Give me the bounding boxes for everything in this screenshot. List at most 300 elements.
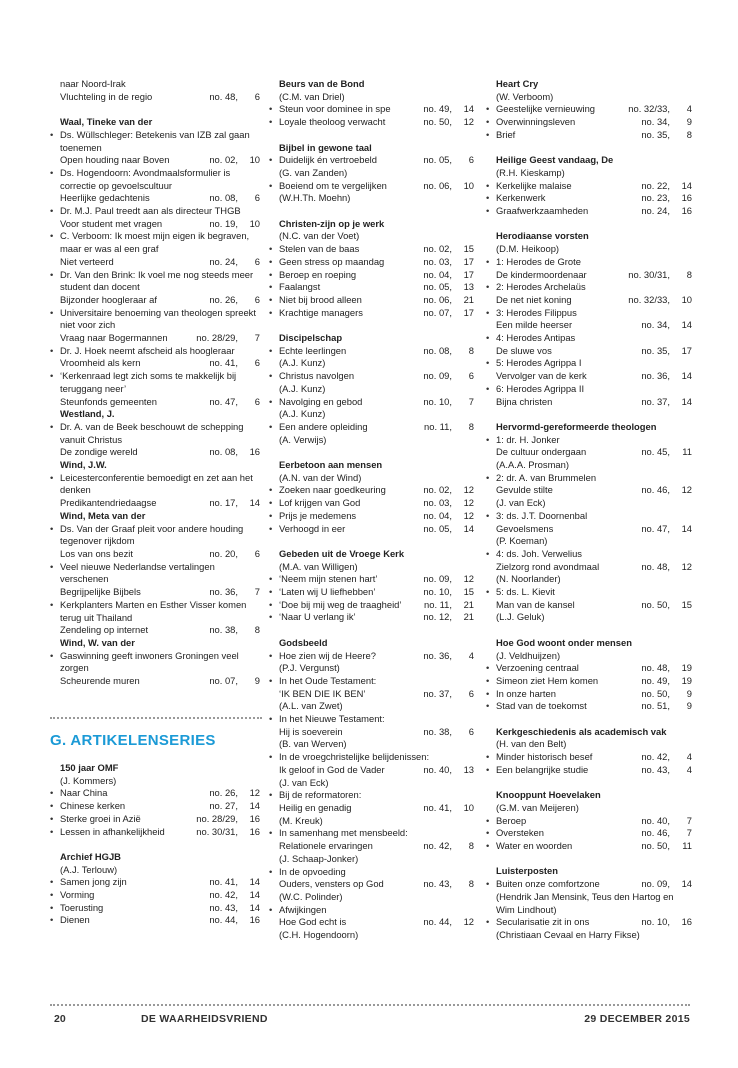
article-entry [269, 307, 474, 320]
series-heading: Hervormd-gereformeerde theologen [496, 420, 657, 432]
page-ref: 8 [686, 128, 692, 140]
entry-note [50, 129, 260, 154]
page-ref: 9 [686, 700, 692, 712]
issue-number: no. 10, [423, 586, 452, 598]
article-entry [486, 700, 692, 713]
entry-note [486, 497, 692, 510]
entry-title: Predikantendriedaagse [60, 497, 157, 509]
section-title: G. ARTIKELENSERIES [50, 732, 216, 749]
article-entry [50, 154, 260, 167]
entry-title: 2: Herodes Archelaüs [496, 281, 586, 293]
entry-title: ‘Kerkenraad legt zich soms te makkelijk bij teruggang neer’ [60, 370, 237, 394]
page-ref: 6 [254, 548, 260, 559]
entry-note [269, 675, 474, 688]
entry-title: • Kerkenwerk [496, 192, 546, 204]
entry-title: (A.J. Kunz) [279, 357, 326, 369]
article-entry [269, 243, 474, 256]
issue-number: no. 35, [641, 128, 670, 140]
article-entry [486, 192, 692, 205]
entry-title: • Water en woorden [496, 840, 573, 852]
article-entry [486, 599, 692, 612]
entry-note [486, 535, 692, 548]
entry-note [486, 434, 692, 447]
issue-number: no. 17, [209, 497, 238, 509]
article-entry [269, 256, 474, 269]
page-ref: 12 [249, 787, 260, 799]
page-ref: 13 [463, 763, 474, 775]
entry-title: 4: ds. Joh. Verwelius [496, 547, 582, 559]
article-entry [50, 91, 260, 104]
entry-title: • Een belangrijke studie [496, 763, 589, 775]
entry-title: (N.C. van der Voet) [279, 230, 360, 242]
entry-note [269, 891, 474, 904]
entry-title: • Lessen in afhankelijkheid [60, 825, 165, 837]
article-entry [486, 180, 692, 193]
entry-title: (J. van Eck) [279, 776, 329, 788]
article-entry [50, 800, 260, 813]
page-ref: 21 [463, 611, 474, 623]
page-ref: 14 [681, 319, 692, 331]
article-entry [50, 548, 260, 561]
issue-number: no. 49, [423, 103, 452, 115]
entry-title: (D.M. Heikoop) [496, 243, 560, 255]
page-ref: 9 [254, 675, 260, 687]
issue-number: no. 07, [209, 675, 238, 687]
entry-note [269, 853, 474, 866]
issue-number: no. 05, [423, 154, 452, 166]
series-heading: Godsbeeld [279, 636, 328, 648]
page-ref: 12 [463, 497, 474, 509]
entry-note [486, 548, 692, 561]
issue-number: no. 50, [423, 116, 452, 128]
entry-title: Zendeling op internet [60, 624, 149, 636]
spacer [486, 853, 692, 866]
issue-number: no. 24, [641, 205, 670, 217]
entry-note [269, 904, 474, 917]
issue-number: no. 41, [209, 357, 238, 369]
article-entry [50, 192, 260, 205]
issue-number: no. 49, [641, 674, 670, 686]
entry-title: (Hendrik Jan Mensink, Teus den Hartog en Wim Lindhout) [496, 890, 674, 915]
page-ref: 10 [249, 217, 260, 229]
entry-note [50, 775, 260, 788]
issue-number: no. 47, [209, 395, 238, 407]
page-ref: 12 [463, 509, 474, 521]
article-entry [486, 827, 692, 840]
entry-title: Gaswinning geeft inwoners Groningen veel zorgen [60, 649, 239, 674]
series-heading: Gebeden uit de Vroege Kerk [279, 547, 405, 559]
issue-number: no. 22, [641, 179, 670, 191]
page-ref: 16 [681, 205, 692, 217]
issue-date: 29 DECEMBER 2015 [584, 1013, 690, 1025]
entry-title: Ds. Hogendoorn: Avondmaalsformulier is correctie op gevoelscultuur [60, 166, 231, 191]
entry-note [269, 472, 474, 485]
article-entry [486, 675, 692, 688]
entry-title: Leicesterconferentie bemoedigt en zet aan het denken [60, 471, 253, 496]
entry-title: In het Nieuwe Testament: [279, 713, 385, 725]
issue-number: no. 06, [423, 293, 452, 305]
issue-number: no. 32/33, [628, 293, 670, 305]
entry-title: Heerlijke gedachtenis [60, 192, 150, 204]
issue-number: no. 20, [209, 548, 238, 559]
entry-note [269, 713, 474, 726]
entry-note [486, 510, 692, 523]
article-entry [269, 764, 474, 777]
entry-title: Kerkplanters Marten en Esther Visser komen terug uit Thailand [60, 598, 247, 623]
issue-number: no. 30/31, [196, 825, 238, 837]
entry-title: • Beroep [496, 814, 527, 826]
page-ref: 7 [254, 586, 260, 598]
entry-title: • Niet bij brood alleen [279, 293, 362, 305]
issue-number: no. 11, [424, 420, 452, 432]
issue-number: no. 26, [209, 787, 238, 799]
series-heading: Beurs van de Bond [279, 78, 365, 89]
series-heading: Wind, J.W. [60, 459, 107, 471]
entry-title: Universitaire benoeming van theologen spreekt niet voor zich [60, 306, 256, 331]
issue-number: no. 46, [641, 484, 670, 496]
page-ref: 14 [249, 497, 260, 509]
entry-title: Niet verteerd [60, 255, 114, 267]
article-entry [486, 370, 692, 383]
entry-note [50, 561, 260, 586]
entry-title: Heilig en genadig [279, 801, 352, 813]
issue-number: no. 09, [641, 878, 670, 890]
spacer [486, 142, 692, 155]
entry-note [486, 573, 692, 586]
entry-title: • Echte leerlingen [279, 344, 347, 356]
issue-number: no. 41, [209, 876, 238, 888]
page-ref: 10 [249, 154, 260, 166]
entry-title: 4: Herodes Antipas [496, 332, 576, 344]
article-entry [50, 902, 260, 915]
index-column-3 [486, 78, 692, 942]
entry-title: • Chinese kerken [60, 800, 126, 812]
page-ref: 15 [681, 598, 692, 610]
entry-title: De sluwe vos [496, 344, 552, 356]
issue-number: no. 02, [423, 484, 452, 496]
entry-title: Veel nieuwe Nederlandse vertalingen verschenen [60, 560, 215, 585]
page-ref: 6 [468, 725, 474, 737]
page-ref: 12 [463, 573, 474, 585]
series-heading: Kerkgeschiedenis als academisch vak [496, 725, 667, 737]
page-ref: 14 [249, 800, 260, 812]
article-entry [486, 840, 692, 853]
page-ref: 4 [686, 103, 692, 115]
article-entry [486, 294, 692, 307]
entry-title: Zielzorg rond avondmaal [496, 560, 600, 572]
entry-title: • Boeiend om te vergelijken [279, 179, 387, 191]
series-heading: Wind, Meta van der [60, 509, 146, 521]
entry-title: Vervolger van de kerk [496, 370, 587, 382]
article-entry [269, 523, 474, 536]
issue-number: no. 50, [641, 687, 670, 699]
article-entry [486, 269, 692, 282]
entry-title: Afwijkingen [279, 903, 327, 915]
entry-title: (P.J. Vergunst) [279, 662, 340, 674]
article-entry [50, 586, 260, 599]
entry-note [269, 929, 474, 942]
entry-title: • In onze harten [496, 687, 556, 699]
entry-note [269, 777, 474, 790]
page-ref: 4 [686, 763, 692, 775]
entry-title: Een milde heerser [496, 319, 573, 331]
article-entry [50, 813, 260, 826]
entry-note [50, 78, 260, 91]
entry-title: Relationele ervaringen [279, 840, 373, 852]
entry-title: (A.J. Kunz) [279, 408, 326, 420]
entry-note [269, 230, 474, 243]
issue-number: no. 08, [423, 344, 452, 356]
spacer [486, 713, 692, 726]
issue-number: no. 43, [209, 901, 238, 913]
entry-title: • Verzoening centraal [496, 662, 579, 674]
page-ref: 14 [463, 103, 474, 115]
entry-title: • Simeon ziet Hem komen [496, 674, 599, 686]
entry-title: • Overwinningsleven [496, 116, 576, 128]
entry-title: naar Noord-Irak [60, 78, 126, 89]
issue-number: no. 08, [209, 446, 238, 458]
article-entry [269, 116, 474, 129]
entry-title: Vluchteling in de regio [60, 90, 153, 102]
magazine-name: DE WAARHEIDSVRIEND [141, 1013, 268, 1025]
entry-title: • Beroep en roeping [279, 268, 357, 280]
entry-title: • Graafwerkzaamheden [496, 205, 589, 217]
entry-note [50, 864, 260, 877]
entry-title: • Naar China [60, 787, 108, 799]
entry-title: Hij is soeverein [279, 725, 343, 737]
page-ref: 8 [254, 624, 260, 636]
page-ref: 13 [463, 281, 474, 293]
article-entry [269, 688, 474, 701]
entry-title: Dr. A. van de Beek beschouwt de schepping vanuit Christus [60, 420, 244, 445]
index-column-2 [269, 78, 474, 942]
entry-title: (L.J. Geluk) [496, 611, 545, 623]
series-heading: Eerbetoon aan mensen [279, 459, 383, 471]
entry-note [269, 383, 474, 396]
entry-title: • Lof krijgen van God [279, 497, 361, 509]
series-heading: Hoe God woont onder mensen [496, 636, 632, 648]
issue-number: no. 41, [423, 801, 452, 813]
spacer [486, 408, 692, 421]
article-entry [269, 611, 474, 624]
entry-title: (H. van den Belt) [496, 738, 567, 750]
entry-note [269, 91, 474, 104]
entry-title: • Samen jong zijn [60, 876, 127, 888]
entry-title: • Loyale theoloog verwacht [279, 116, 386, 128]
page-ref: 16 [681, 192, 692, 204]
issue-number: no. 11, [424, 598, 452, 610]
article-entry [486, 319, 692, 332]
page-ref: 8 [468, 420, 474, 432]
entry-title: • Hoe zien wij de Heere? [279, 649, 376, 661]
entry-title: (A. Verwijs) [279, 433, 327, 445]
series-heading: Bijbel in gewone taal [279, 141, 372, 153]
entry-note [269, 751, 474, 764]
entry-title: • Prijs je medemens [279, 509, 357, 521]
article-entry [50, 914, 260, 927]
page-ref: 14 [249, 901, 260, 913]
issue-number: no. 04, [423, 509, 452, 521]
spacer [50, 838, 260, 851]
spacer [269, 205, 474, 218]
issue-number: no. 03, [423, 255, 452, 267]
entry-title: • ‘Laten wij U liefhebben’ [279, 586, 376, 598]
entry-title: (J. Schaap-Jonker) [279, 852, 359, 864]
entry-title: (A.A.A. Prosman) [496, 459, 569, 471]
series-heading: Knooppunt Hoevelaken [496, 789, 601, 801]
entry-title: • Secularisatie zit in ons [496, 916, 590, 928]
entry-title: Scheurende muren [60, 675, 140, 687]
issue-number: no. 36, [641, 370, 670, 382]
issue-number: no. 05, [423, 281, 452, 293]
series-heading: 150 jaar OMF [60, 762, 119, 773]
entry-title: • Christus navolgen [279, 370, 355, 382]
entry-note [50, 307, 260, 332]
page-ref: 21 [463, 293, 474, 305]
article-entry [269, 294, 474, 307]
article-entry [269, 573, 474, 586]
issue-number: no. 19, [209, 217, 238, 229]
entry-title: 1: dr. H. Jonker [496, 433, 560, 445]
entry-title: (J. Kommers) [60, 774, 117, 786]
entry-note [50, 205, 260, 218]
entry-title: ‘IK BEN DIE IK BEN’ [279, 687, 366, 699]
issue-number: no. 24, [209, 255, 238, 267]
entry-title: Man van de kansel [496, 598, 575, 610]
entry-title: (A.J. Kunz) [279, 382, 326, 394]
issue-number: no. 34, [641, 116, 670, 128]
entry-note [269, 700, 474, 713]
issue-number: no. 04, [423, 268, 452, 280]
page-ref: 4 [686, 751, 692, 763]
entry-title: De cultuur ondergaan [496, 446, 587, 458]
entry-note [486, 256, 692, 269]
dotted-divider [50, 717, 262, 719]
entry-title: (P. Koeman) [496, 535, 548, 547]
entry-title: De net niet koning [496, 293, 572, 305]
page-ref: 17 [463, 306, 474, 318]
article-entry [269, 180, 474, 193]
entry-note [50, 230, 260, 255]
page-ref: 7 [468, 395, 474, 407]
series-heading: Westland, J. [60, 408, 115, 420]
entry-title: Bijzonder hoogleraar af [60, 293, 157, 305]
page-ref: 9 [686, 687, 692, 699]
article-entry [486, 116, 692, 129]
entry-note [486, 459, 692, 472]
page-ref: 12 [681, 560, 692, 572]
entry-note [50, 370, 260, 395]
entry-title: Dr. M.J. Paul treedt aan als directeur THGB [60, 205, 241, 217]
entry-title: Voor student met vragen [60, 217, 163, 229]
entry-title: Dr. Van den Brink: Ik voel me nog steeds meer student dan docent [60, 268, 254, 293]
article-entry [269, 484, 474, 497]
page-number: 20 [54, 1013, 66, 1025]
entry-title: In samenhang met mensbeeld: [279, 827, 408, 839]
article-entry [486, 688, 692, 701]
entry-title: • Een andere opleiding [279, 420, 368, 432]
entry-title: (G.M. van Meijeren) [496, 801, 579, 813]
page-ref: 17 [463, 255, 474, 267]
page-ref: 6 [468, 370, 474, 382]
series-heading: Discipelschap [279, 332, 343, 344]
article-entry [486, 561, 692, 574]
entry-note [50, 650, 260, 675]
page-ref: 16 [249, 446, 260, 458]
entry-title: 5: ds. L. Kievit [496, 586, 555, 598]
entry-title: (G. van Zanden) [279, 166, 348, 178]
page-ref: 8 [468, 878, 474, 890]
page-ref: 6 [254, 192, 260, 204]
spacer [486, 624, 692, 637]
entry-title: 5: Herodes Agrippa I [496, 357, 582, 369]
article-entry [486, 103, 692, 116]
entry-title: Steunfonds gemeenten [60, 395, 157, 407]
article-entry [50, 876, 260, 889]
entry-title: Ds. Wüllschleger: Betekenis van IZB zal gaan toenemen [60, 128, 250, 153]
entry-title: In de vroegchristelijke belijdenissen: [279, 751, 430, 763]
entry-title: • Minder historisch besef [496, 751, 593, 763]
entry-title: • Toerusting [60, 901, 104, 913]
series-column-1 [50, 762, 260, 927]
footer-divider [50, 1004, 690, 1006]
issue-number: no. 06, [423, 179, 452, 191]
entry-note [486, 281, 692, 294]
entry-title: Begrijpelijke Bijbels [60, 586, 141, 598]
page-ref: 11 [682, 840, 692, 852]
issue-number: no. 48, [641, 560, 670, 572]
issue-number: no. 40, [423, 763, 452, 775]
issue-number: no. 23, [641, 192, 670, 204]
issue-number: no. 45, [641, 446, 670, 458]
article-entry [486, 396, 692, 409]
entry-title: • Kerkelijke malaise [496, 179, 572, 191]
page-ref: 14 [249, 889, 260, 901]
issue-number: no. 37, [423, 687, 452, 699]
entry-title: (W. Verboom) [496, 90, 554, 102]
entry-note [486, 738, 692, 751]
issue-number: no. 26, [209, 293, 238, 305]
article-entry [269, 916, 474, 929]
entry-title: Hoe God echt is [279, 916, 347, 928]
page-ref: 4 [468, 649, 474, 661]
issue-number: no. 10, [423, 395, 452, 407]
article-entry [50, 396, 260, 409]
article-entry [486, 446, 692, 459]
entry-title: 6: Herodes Agrippa II [496, 382, 585, 394]
issue-number: no. 34, [641, 319, 670, 331]
entry-title: (W.H.Th. Moehn) [279, 192, 351, 204]
article-entry [486, 205, 692, 218]
entry-title: (M.A. van Willigen) [279, 560, 358, 572]
issue-number: no. 48, [641, 662, 670, 674]
article-entry [269, 599, 474, 612]
page-ref: 12 [463, 484, 474, 496]
entry-title: (J. Veldhuijzen) [496, 649, 561, 661]
article-entry [486, 751, 692, 764]
article-entry [50, 889, 260, 902]
entry-title: (A.N. van der Wind) [279, 471, 362, 483]
page-ref: 7 [686, 827, 692, 839]
article-entry [269, 510, 474, 523]
issue-number: no. 32/33, [628, 103, 670, 115]
entry-title: Vroomheid als kern [60, 357, 141, 369]
page-ref: 16 [249, 812, 260, 824]
entry-note [486, 357, 692, 370]
entry-note [269, 408, 474, 421]
entry-note [50, 472, 260, 497]
issue-number: no. 36, [423, 649, 452, 661]
